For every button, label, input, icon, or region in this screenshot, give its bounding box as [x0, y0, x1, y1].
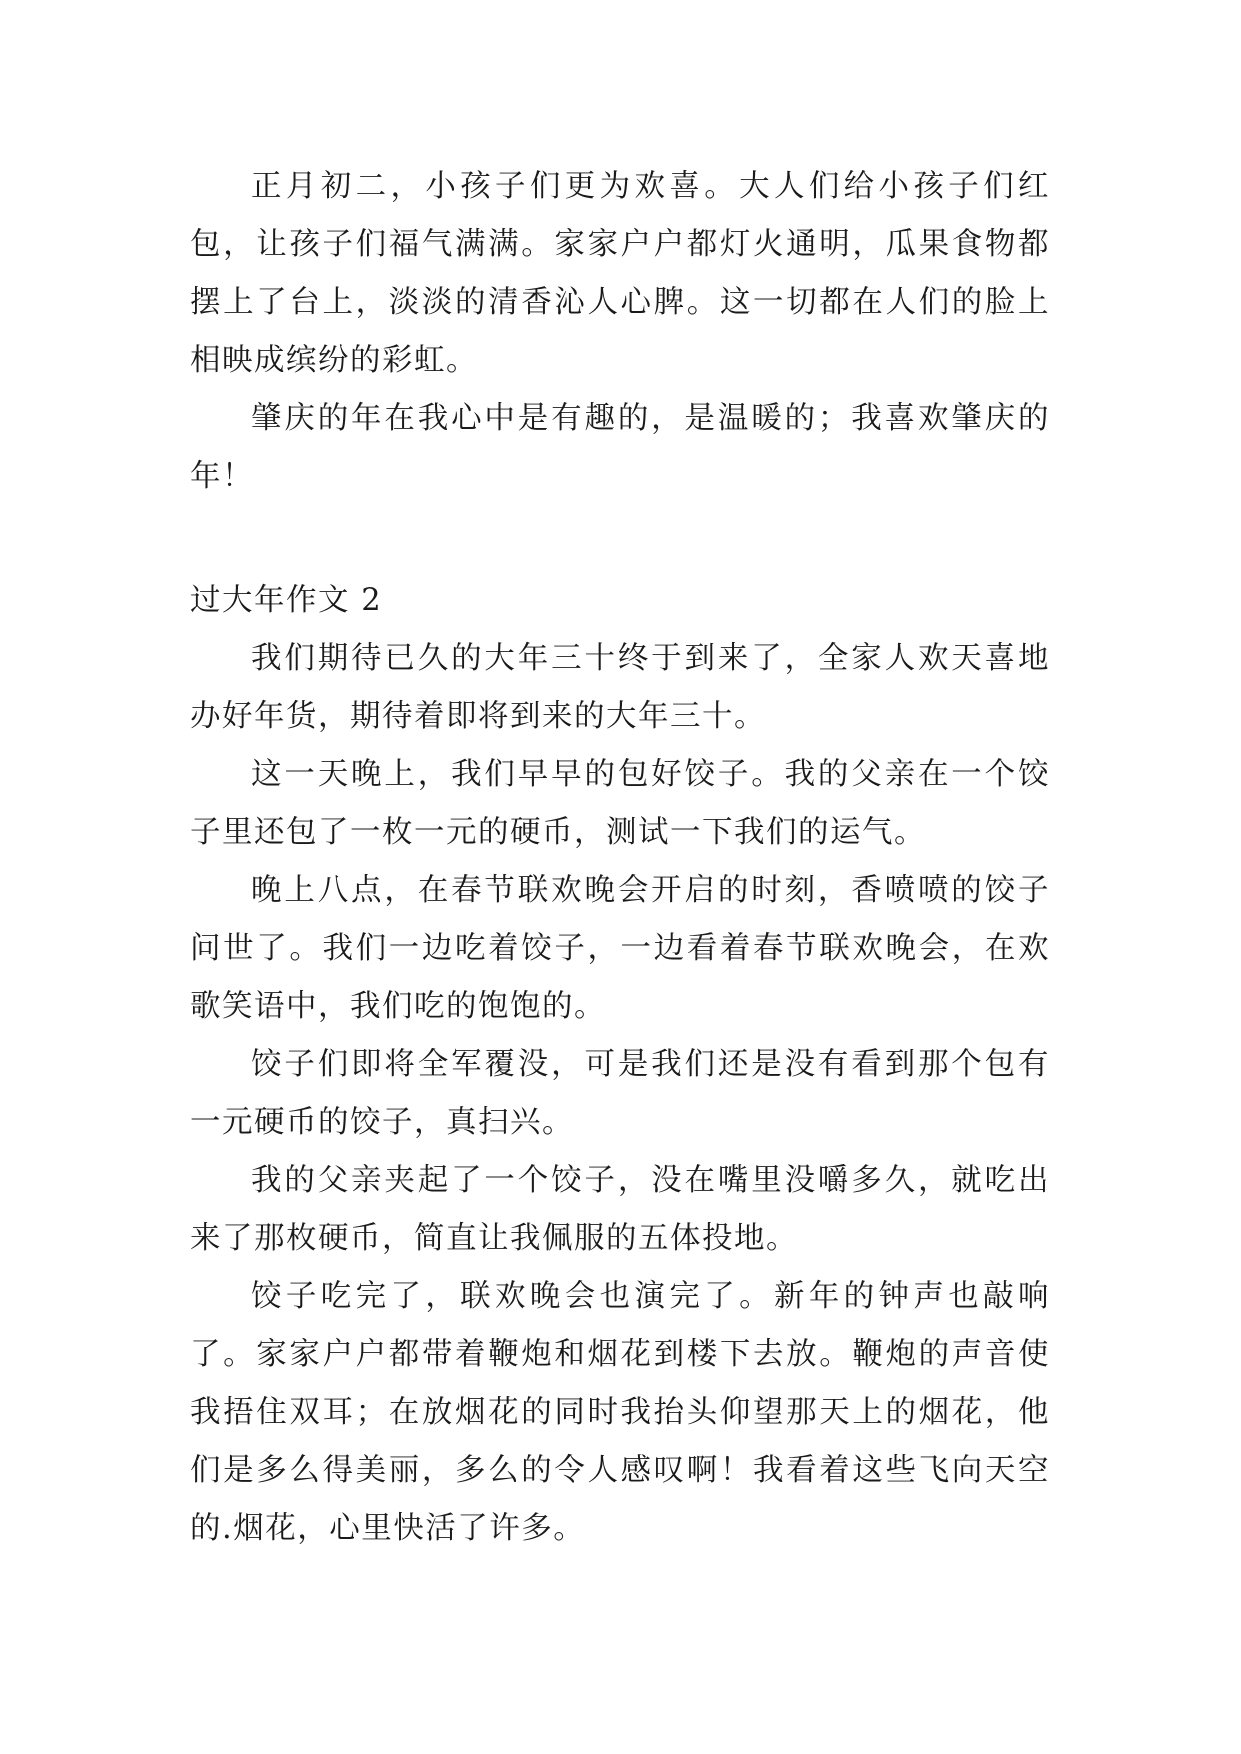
section-title: 过大年作文 2: [190, 583, 383, 618]
paragraph: 正月初二，小孩子们更为欢喜。大人们给小孩子们红包，让孩子们福气满满。家家户户都灯火通明，瓜果食物都摆上了台上，淡淡的清香沁人心脾。这一切都在人们的脸上相映成缤纷的彩虹。: [190, 169, 1050, 378]
paragraph: 饺子吃完了，联欢晚会也演完了。新年的钟声也敲响了。家家户户都带着鞭炮和烟花到楼下去放。鞭炮的声音使我捂住双耳；在放烟花的同时我抬头仰望那天上的烟花，他们是多么得美丽，多么的令人感叹啊！我看着这些飞向天空的.烟花，心里快活了许多。: [190, 1279, 1050, 1546]
document-body: [190, 158, 1050, 1558]
paragraph: 我的父亲夹起了一个饺子，没在嘴里没嚼多久，就吃出来了那枚硬币，简直让我佩服的五体投地。: [190, 1163, 1050, 1256]
paragraph: 晚上八点，在春节联欢晚会开启的时刻，香喷喷的饺子问世了。我们一边吃着饺子，一边看着春节联欢晚会，在欢歌笑语中，我们吃的饱饱的。: [190, 873, 1050, 1024]
paragraph: 饺子们即将全军覆没，可是我们还是没有看到那个包有一元硬币的饺子，真扫兴。: [190, 1047, 1050, 1140]
paragraph: 肇庆的年在我心中是有趣的，是温暖的；我喜欢肇庆的年！: [190, 401, 1050, 494]
paragraph: 这一天晚上，我们早早的包好饺子。我的父亲在一个饺子里还包了一枚一元的硬币，测试一下我们的运气。: [190, 757, 1050, 850]
paragraph: 我们期待已久的大年三十终于到来了，全家人欢天喜地办好年货，期待着即将到来的大年三十。: [190, 641, 1050, 734]
